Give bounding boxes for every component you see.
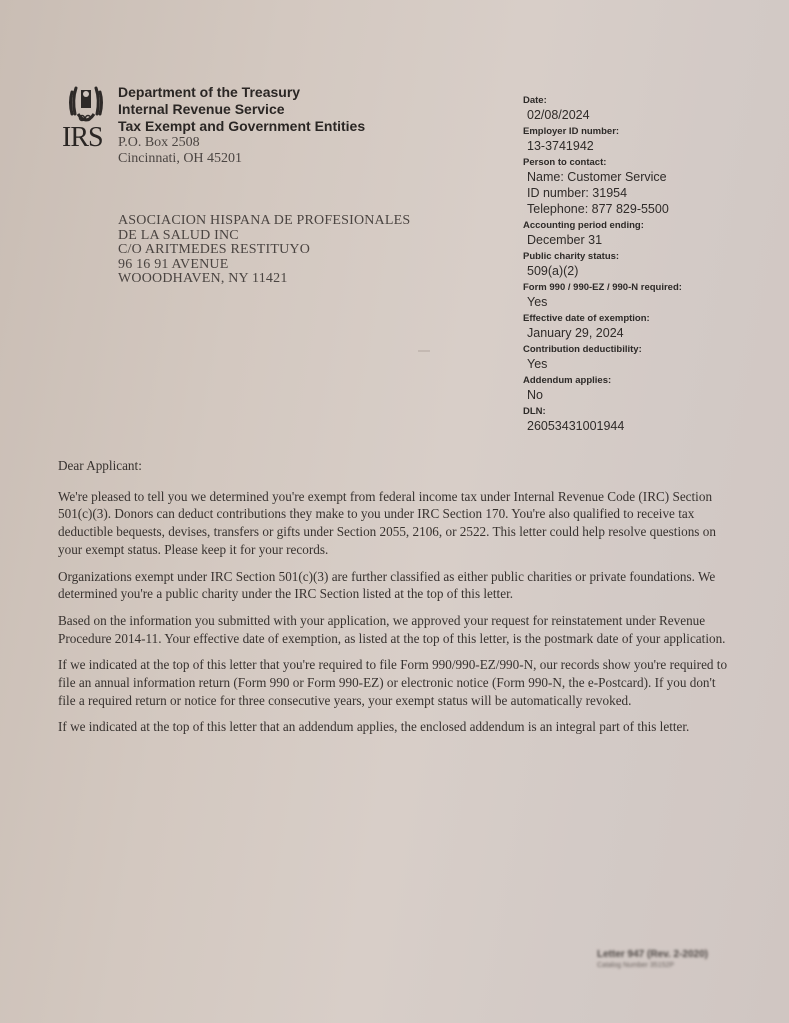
effective-date-label: Effective date of exemption: bbox=[523, 313, 650, 324]
body-paragraph: If we indicated at the top of this letter that an addendum applies, the enclosed addendum is an integral part of this letter. bbox=[58, 719, 690, 735]
agency-department: Department of the Treasury bbox=[118, 84, 301, 100]
ein-value: 13-3741942 bbox=[527, 139, 594, 153]
scan-smudge bbox=[418, 350, 430, 352]
addendum-label: Addendum applies: bbox=[523, 375, 612, 386]
agency-header bbox=[118, 84, 365, 167]
addendum-value: No bbox=[527, 388, 543, 402]
body-paragraph: Based on the information you submitted with your application, we approved your request for reinstatement under Revenue Procedure 2014-11. Your effective date of exemption, as listed at the top of this letter, is the postmark date of your application. bbox=[58, 612, 726, 646]
agency-city: Cincinnati, OH 45201 bbox=[118, 151, 243, 166]
dln-label: DLN: bbox=[523, 406, 546, 417]
form-identifier: Letter 947 (Rev. 2-2020) bbox=[597, 949, 708, 960]
form-required-label: Form 990 / 990-EZ / 990-N required: bbox=[523, 282, 682, 293]
charity-status-value: 509(a)(2) bbox=[527, 264, 579, 278]
recipient-line: 96 16 91 AVENUE bbox=[118, 256, 229, 272]
charity-status-label: Public charity status: bbox=[523, 251, 620, 262]
contact-name: Name: Customer Service bbox=[527, 170, 667, 184]
effective-date-value: January 29, 2024 bbox=[527, 326, 624, 340]
dln-value: 26053431001944 bbox=[527, 419, 625, 433]
body-paragraph: If we indicated at the top of this letter that you're required to file Form 990/990-EZ/990-N, our records show you're required to file an annual information return (Form 990 or Form 990-EZ) or electronic notice (Form 990-N, the e-Postcard). If you don't file a required return or notice for three consecutive years, your exempt status will be automatically revoked. bbox=[58, 657, 728, 708]
letter-body bbox=[58, 457, 728, 745]
irs-wordmark: IRS bbox=[62, 122, 103, 153]
catalog-number: Catalog Number 35152P bbox=[597, 962, 675, 969]
recipient-line: DE LA SALUD INC bbox=[118, 227, 239, 243]
accounting-period-label: Accounting period ending: bbox=[523, 220, 644, 231]
agency-irs: Internal Revenue Service bbox=[118, 101, 285, 117]
contact-id: ID number: 31954 bbox=[527, 186, 628, 200]
accounting-period-value: December 31 bbox=[527, 233, 603, 247]
date-value: 02/08/2024 bbox=[527, 108, 590, 122]
salutation: Dear Applicant: bbox=[58, 458, 142, 473]
agency-division: Tax Exempt and Government Entities bbox=[118, 118, 366, 134]
letter-info-panel bbox=[523, 92, 682, 434]
body-paragraph: We're pleased to tell you we determined you're exempt from federal income tax under Internal Revenue Code (IRC) Section 501(c)(3). Donors can deduct contributions they make to you under IRC Section 170. You're also qualified to receive tax deductible bequests, devises, transfers or gifts under Section 2055, 2106, or 2522. This letter could help resolve questions on your exempt status. Please keep it for your records. bbox=[58, 488, 716, 557]
recipient-line: WOOODHAVEN, NY 11421 bbox=[118, 271, 288, 286]
letter-footer bbox=[597, 948, 708, 971]
recipient-address bbox=[118, 214, 410, 287]
deductibility-value: Yes bbox=[527, 357, 548, 371]
recipient-line: C/O ARITMEDES RESTITUYO bbox=[118, 242, 311, 257]
recipient-line: ASOCIACION HISPANA DE PROFESIONALES bbox=[118, 213, 411, 228]
irs-logo bbox=[62, 84, 110, 154]
form-required-value: Yes bbox=[527, 295, 548, 309]
agency-po-box: P.O. Box 2508 bbox=[118, 135, 200, 150]
date-label: Date: bbox=[523, 95, 547, 106]
deductibility-label: Contribution deductibility: bbox=[523, 344, 642, 355]
contact-label: Person to contact: bbox=[523, 157, 607, 168]
ein-label: Employer ID number: bbox=[523, 126, 620, 137]
body-paragraph: Organizations exempt under IRC Section 501(c)(3) are further classified as either public charities or private foundations. We determined you're a public charity under the IRC Section listed at the top of this letter. bbox=[58, 568, 716, 602]
contact-phone: Telephone: 877 829-5500 bbox=[527, 202, 669, 216]
